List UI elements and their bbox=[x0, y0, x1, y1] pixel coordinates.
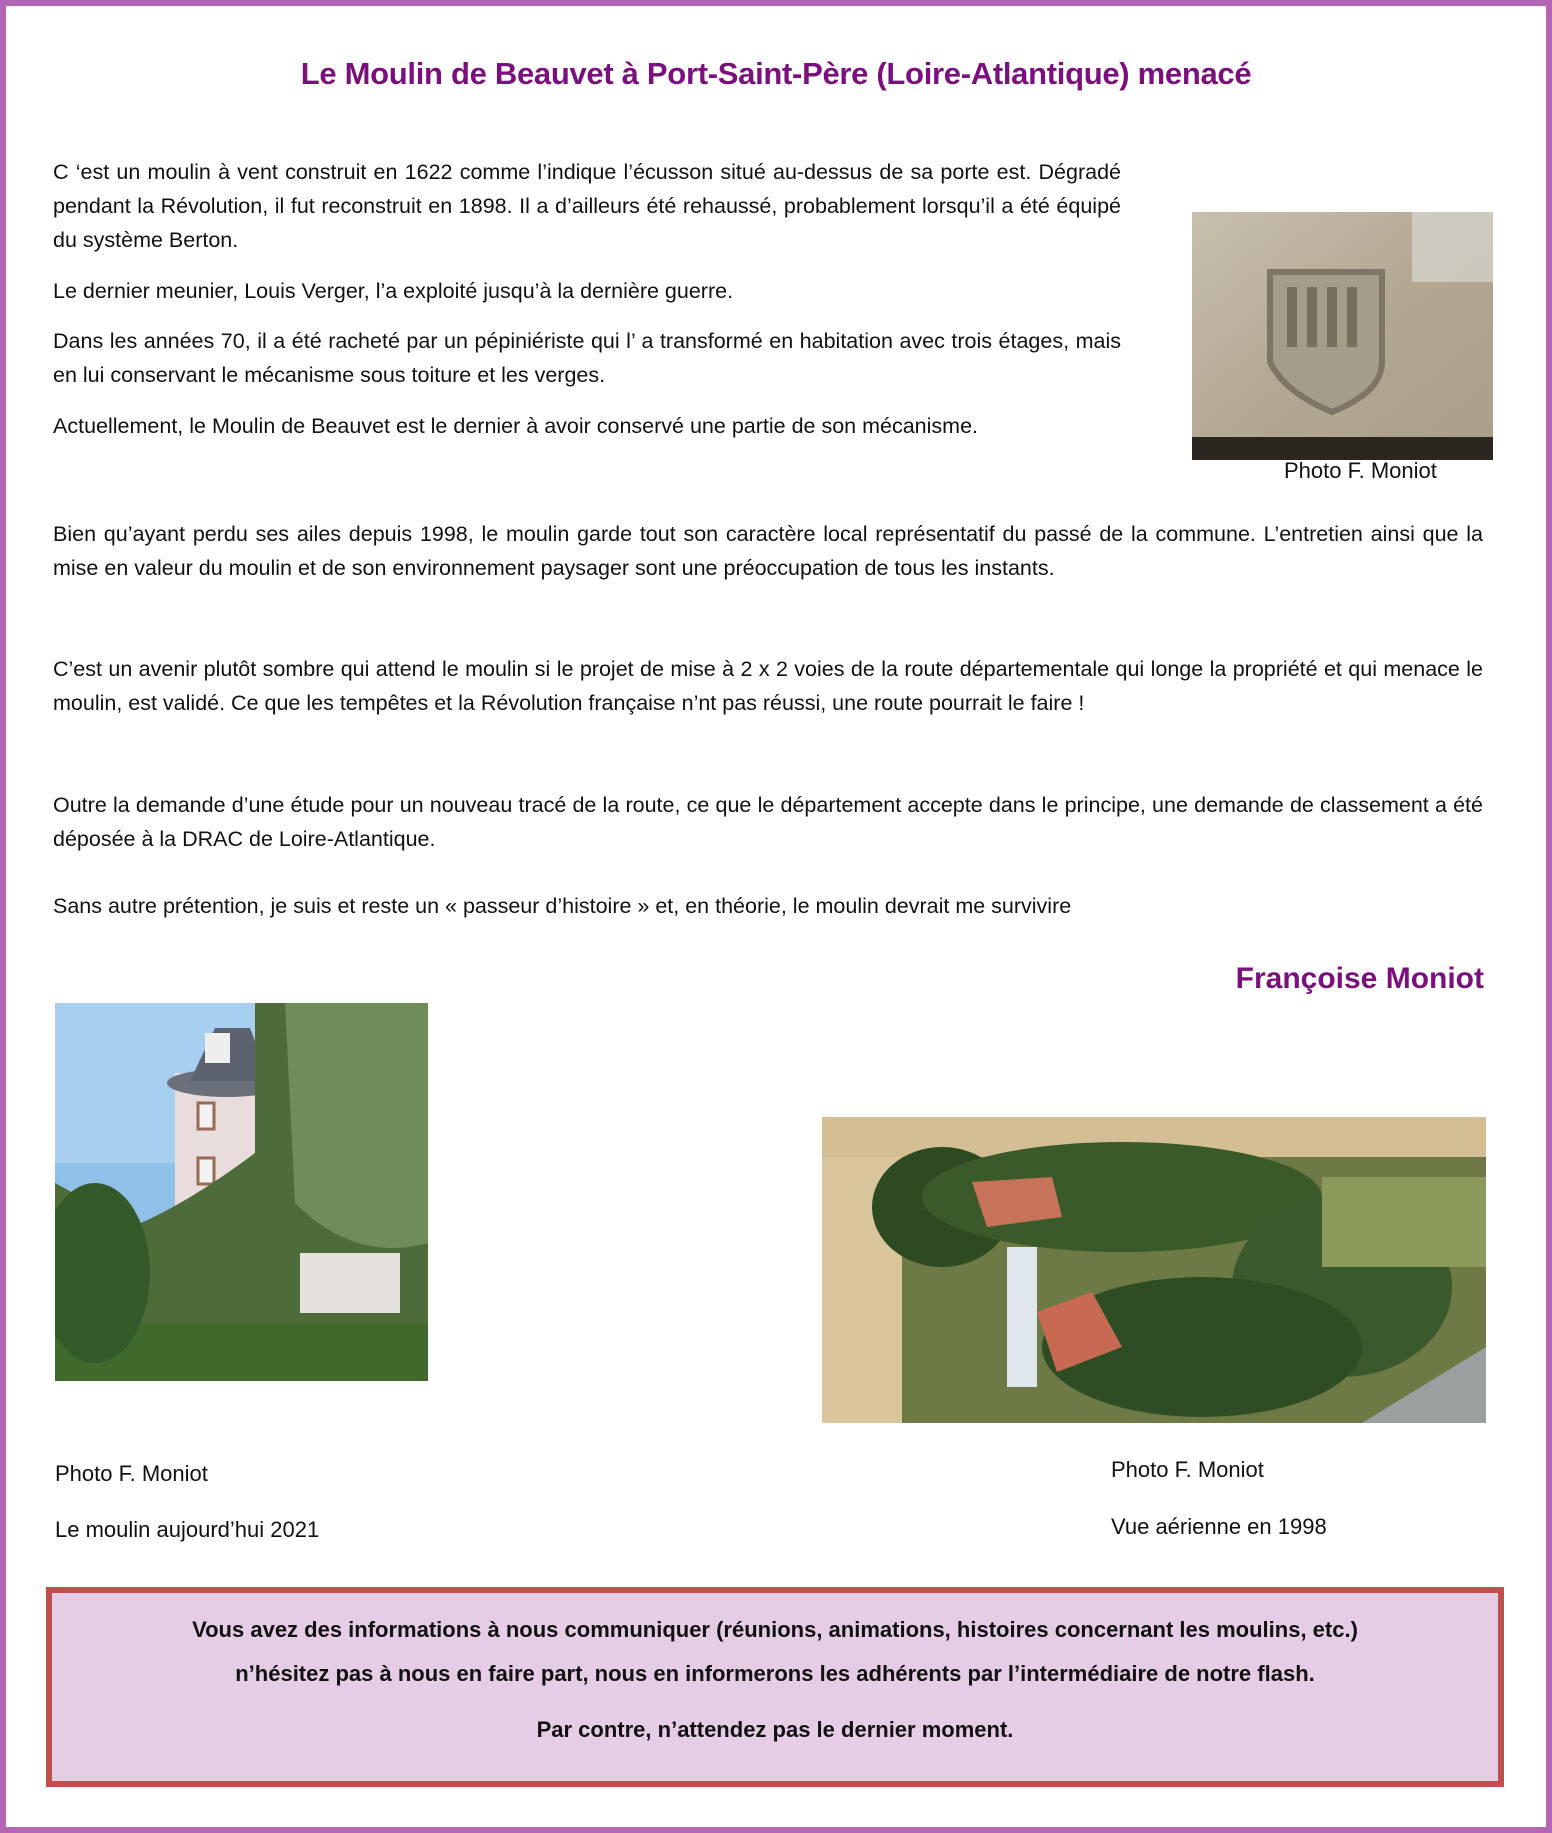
mill-today-photo bbox=[55, 1003, 428, 1381]
paragraph-1: C ‘est un moulin à vent construit en 1622 comme l’indique l’écusson situé au-dessus de sa porte est. Dégradé pendant la Révolution, il fut reconstruit en 1898. Il a d’ailleurs été rehaussé, probablement lorsqu’il a été équipé du système Berton. bbox=[53, 160, 1121, 252]
notice-line-2: n’hésitez pas à nous en faire part, nous en informerons les adhérents par l’intermédiaire de notre flash. bbox=[235, 1661, 1315, 1686]
paragraph-2: Le dernier meunier, Louis Verger, l’a exploité jusqu’à la dernière guerre. bbox=[53, 279, 734, 303]
aerial-photo bbox=[822, 1117, 1486, 1423]
paragraph-8: Sans autre prétention, je suis et reste un « passeur d’histoire » et, en théorie, le moulin devrait me survivire bbox=[53, 894, 1072, 918]
article-title: Le Moulin de Beauvet à Port-Saint-Père (Loire-Atlantique) menacé bbox=[300, 56, 1252, 91]
paragraph-5: Bien qu’ayant perdu ses ailes depuis 1998, le moulin garde tout son caractère local représentatif du passé de la commune. L’entretien ainsi que la mise en valeur du moulin et de son environnement paysager sont une préoccupation de tous les instants. bbox=[53, 522, 1483, 580]
mill-today-credit: Photo F. Moniot bbox=[55, 1461, 208, 1486]
paragraph-7: Outre la demande d’une étude pour un nouveau tracé de la route, ce que le département accepte dans le principe, une demande de classement a été déposée à la DRAC de Loire-Atlantique. bbox=[53, 793, 1483, 851]
notice-line-1: Vous avez des informations à nous communiquer (réunions, animations, histoires concernant les moulins, etc.) bbox=[192, 1617, 1358, 1642]
paragraph-4: Actuellement, le Moulin de Beauvet est le dernier à avoir conservé une partie de son mécanisme. bbox=[53, 414, 979, 438]
author-signature: Françoise Moniot bbox=[1235, 962, 1484, 995]
notice-box bbox=[46, 1587, 1504, 1787]
crest-photo-credit: Photo F. Moniot bbox=[1284, 458, 1437, 483]
notice-line-3: Par contre, n’attendez pas le dernier moment. bbox=[536, 1717, 1014, 1742]
aerial-credit: Photo F. Moniot bbox=[1111, 1457, 1264, 1482]
paragraph-6: C’est un avenir plutôt sombre qui attend le moulin si le projet de mise à 2 x 2 voies de la route départementale qui longe la propriété et qui menace le moulin, est validé. Ce que les tempêtes et la Révolution française n’nt pas réussi, une route pourrait le faire ! bbox=[53, 657, 1483, 715]
crest-photo bbox=[1192, 212, 1493, 460]
aerial-caption: Vue aérienne en 1998 bbox=[1111, 1514, 1327, 1539]
paragraph-3: Dans les années 70, il a été racheté par un pépiniériste qui l’ a transformé en habitation avec trois étages, mais en lui conservant le mécanisme sous toiture et les verges. bbox=[53, 329, 1121, 387]
mill-today-caption: Le moulin aujourd’hui 2021 bbox=[55, 1517, 320, 1542]
